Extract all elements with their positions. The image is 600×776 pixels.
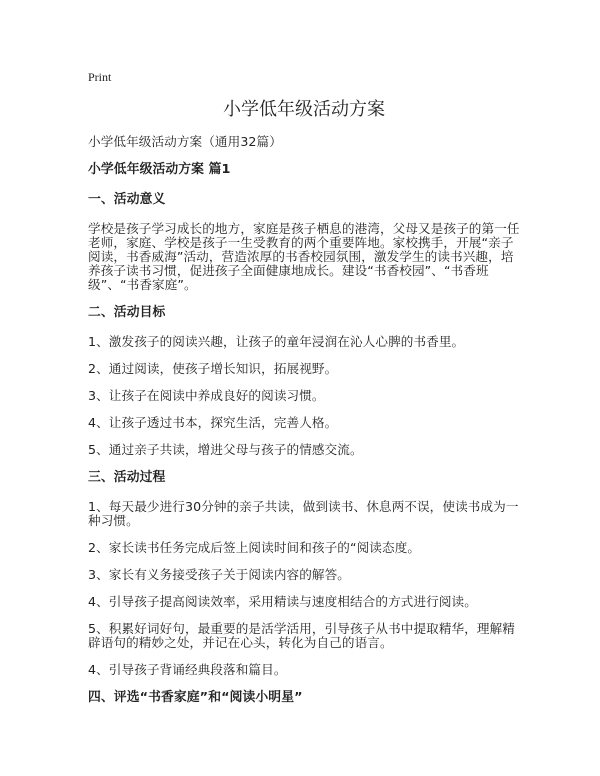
paragraph: 2、家长读书任务完成后签上阅读时间和孩子的“阅读态度。 (88, 540, 421, 555)
paragraph: 5、积累好词好句，最重要的是活学活用，引导孩子从书中提取精华，理解精辟语句的精妙之处，并记在心头，转化为自己的语言。 (88, 621, 516, 650)
page-title: 小学低年级活动方案 (223, 99, 385, 120)
subtitle: 小学低年级活动方案（通用32篇） (88, 134, 282, 149)
paragraph: 4、引导孩子背诵经典段落和篇目。 (88, 662, 287, 677)
print-link[interactable]: Print (88, 70, 112, 84)
section-heading: 二、活动目标 (88, 305, 166, 320)
paragraph: 4、引导孩子提高阅读效率，采用精读与速度相结合的方式进行阅读。 (88, 594, 477, 609)
sections (88, 192, 520, 706)
paragraph: 3、家长有义务接受孩子关于阅读内容的解答。 (88, 567, 350, 582)
paragraph: 4、让孩子透过书本，探究生活，完善人格。 (88, 415, 338, 430)
paragraph: 5、通过亲子共读，增进父母与孩子的情感交流。 (88, 442, 363, 457)
paragraph: 3、让孩子在阅读中养成良好的阅读习惯。 (88, 388, 325, 403)
paragraph: 1、激发孩子的阅读兴趣，让孩子的童年浸润在沁人心脾的书香里。 (88, 334, 465, 349)
section-heading: 四、评选“书香家庭”和“阅读小明星” (88, 690, 303, 705)
part-heading: 小学低年级活动方案 篇1 (88, 162, 231, 177)
paragraph: 1、每天最少进行30分钟的亲子共读，做到读书、休息两不误，使读书成为一种习惯。 (88, 499, 519, 528)
document-page (88, 70, 520, 720)
paragraph: 学校是孩子学习成长的地方，家庭是孩子栖息的港湾，父母又是孩子的第一任老师，家庭、学校是孩子一生受教育的两个重要阵地。家校携手，开展“亲子阅读，书香威海”活动，营造浓厚的书香校园氛围，激发学生的读书兴趣，培养孩子读书习惯，促进孩子全面健康地成长。建设“书香校园”、“书香班级”、“书香家庭”。 (88, 221, 520, 292)
paragraph: 2、通过阅读，使孩子增长知识，拓展视野。 (88, 361, 338, 376)
section-heading: 三、活动过程 (88, 470, 166, 485)
section-heading: 一、活动意义 (88, 192, 166, 207)
